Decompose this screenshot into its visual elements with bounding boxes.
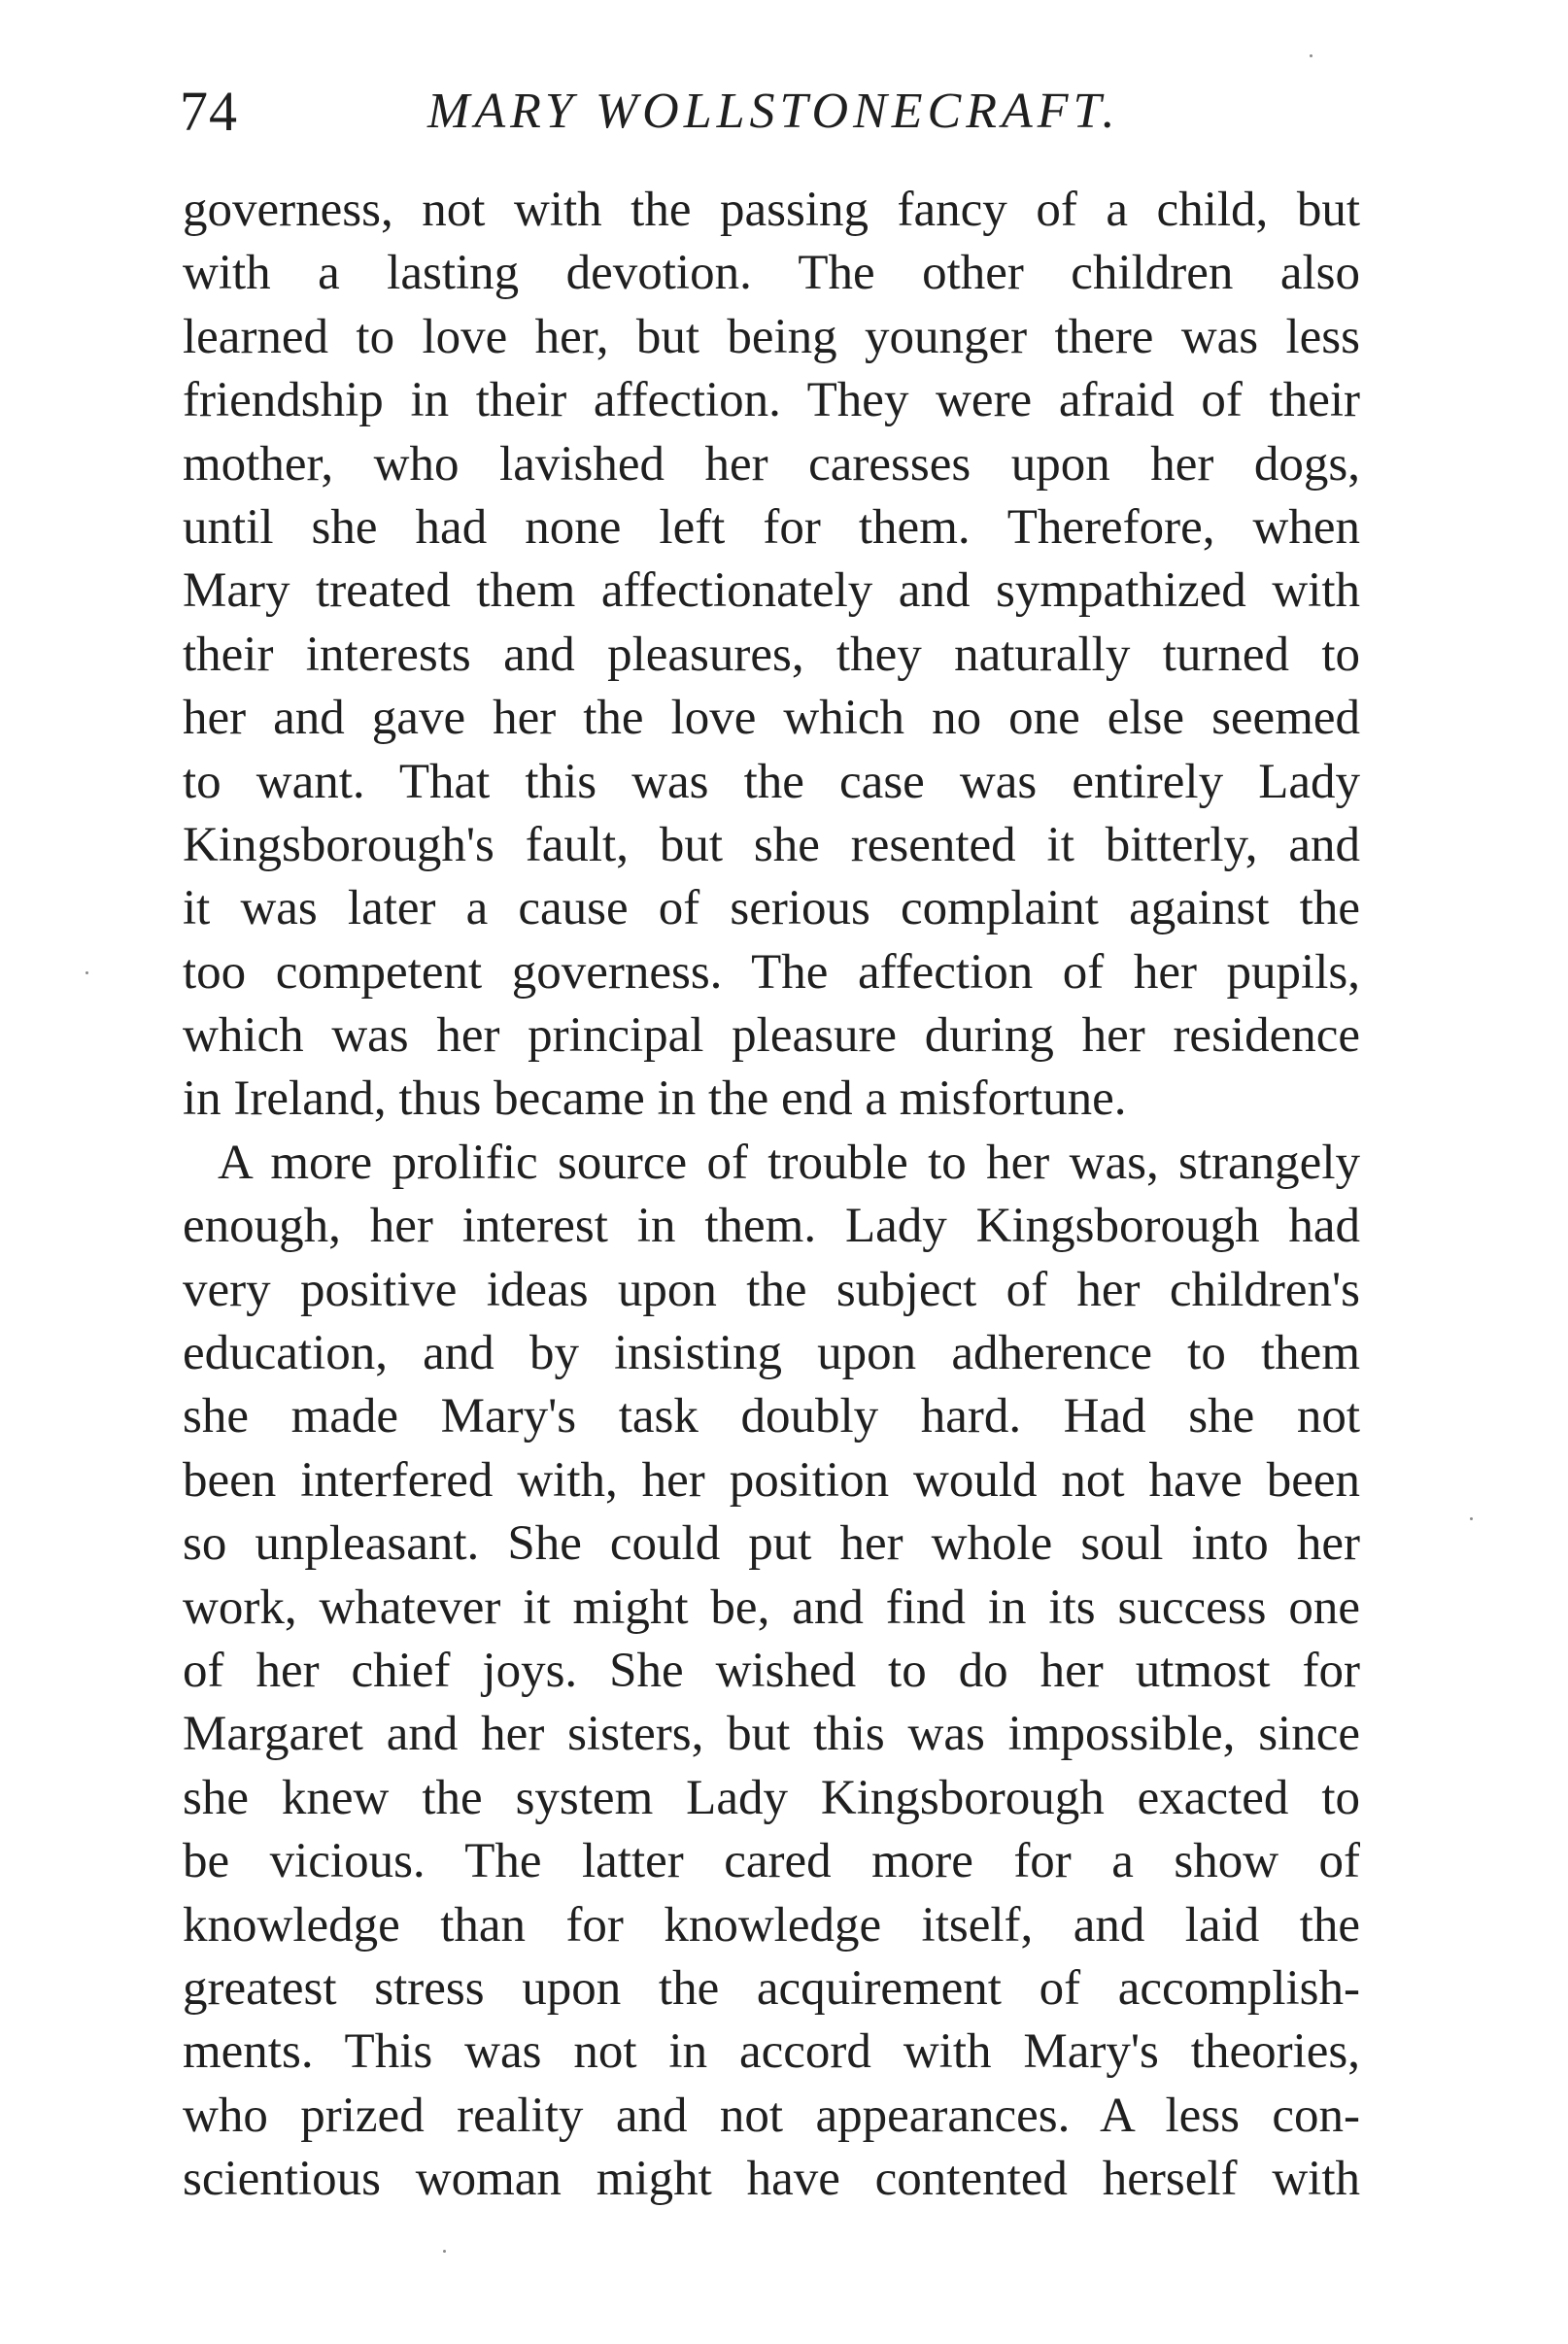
paper-speck [443, 2250, 446, 2253]
page-number: 74 [180, 80, 238, 143]
text-line: been interfered with, her position would not have been [183, 1452, 1360, 1508]
text-line: so unpleasant. She could put her whole soul into her [183, 1516, 1360, 1572]
text-line: work, whatever it might be, and find in its success one [183, 1580, 1360, 1635]
text-line: with a lasting devotion. The other children also [183, 246, 1360, 301]
text-line: Margaret and her sisters, but this was impossible, since [183, 1707, 1360, 1762]
text-line: governess, not with the passing fancy of a child, but [183, 183, 1360, 237]
text-line: of her chief joys. She wished to do her utmost for [183, 1643, 1360, 1698]
body-text [183, 179, 1360, 2212]
text-line: very positive ideas upon the subject of her children's [183, 1262, 1360, 1317]
text-line: Kingsborough's fault, but she resented it bitterly, and [183, 817, 1360, 872]
text-line: knowledge than for knowledge itself, and laid the [183, 1897, 1360, 1953]
text-line: friendship in their affection. They were afraid of their [183, 373, 1360, 428]
text-line: enough, her interest in them. Lady Kingsborough had [183, 1199, 1360, 1254]
paragraph-2 [183, 1132, 1360, 2212]
paper-speck [1470, 1517, 1473, 1520]
text-line: A more prolific source of trouble to her was, strangely [218, 1135, 1360, 1190]
paper-speck [1310, 54, 1312, 57]
running-head [180, 73, 1326, 151]
paragraph-1 [183, 179, 1360, 1132]
text-line: in Ireland, thus became in the end a misfortune. [183, 1071, 1127, 1127]
text-line: their interests and pleasures, they naturally turned to [183, 627, 1360, 682]
text-line: who prized reality and not appearances. A less con- [183, 2088, 1360, 2143]
text-line: be vicious. The latter cared more for a show of [183, 1834, 1360, 1889]
text-line: Mary treated them affectionately and sympathized with [183, 563, 1360, 619]
text-line: she made Mary's task doubly hard. Had she not [183, 1389, 1360, 1444]
paper-speck [85, 971, 88, 974]
text-line: it was later a cause of serious complaint against the [183, 881, 1360, 936]
text-line: she knew the system Lady Kingsborough exacted to [183, 1770, 1360, 1825]
text-line: mother, who lavished her caresses upon her dogs, [183, 436, 1360, 492]
text-line: her and gave her the love which no one else seemed [183, 691, 1360, 746]
running-title: MARY WOLLSTONECRAFT. [427, 84, 1120, 139]
text-line: education, and by insisting upon adherence to them [183, 1326, 1360, 1381]
text-line: scientious woman might have contented herself with [183, 2152, 1360, 2207]
text-line: which was her principal pleasure during her residence [183, 1008, 1360, 1064]
text-line: to want. That this was the case was entirely Lady [183, 754, 1360, 809]
text-line: learned to love her, but being younger there was less [183, 309, 1360, 364]
text-line: too competent governess. The affection of her pupils, [183, 944, 1360, 1000]
text-line: ments. This was not in accord with Mary's theories, [183, 2024, 1360, 2080]
text-line: until she had none left for them. Therefore, when [183, 499, 1360, 555]
text-line: greatest stress upon the acquirement of accomplish- [183, 1960, 1360, 2016]
